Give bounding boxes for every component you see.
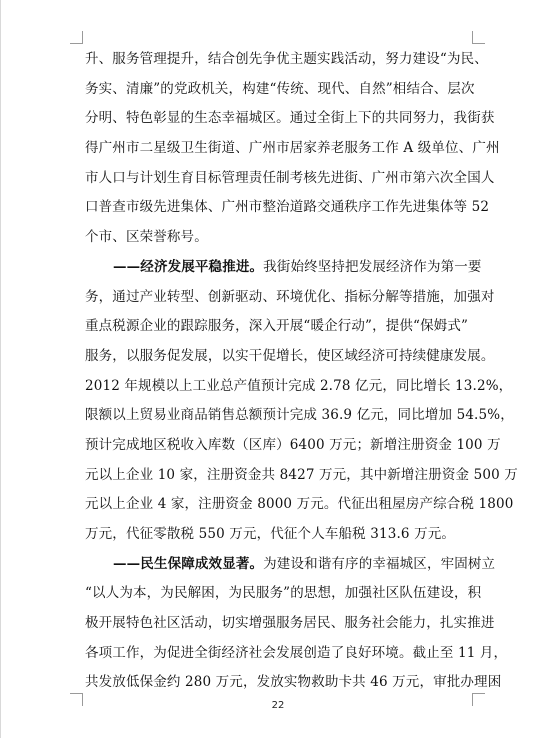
body-line: 预计完成地区税收入库数（区库）6400 万元；新增注册资金 100 万 bbox=[85, 436, 501, 453]
section-livelihood-heading: ——民生保障成效显著。 bbox=[113, 555, 264, 572]
section-livelihood-first-line bbox=[85, 550, 496, 580]
section-economy-first-line bbox=[85, 253, 482, 283]
body-line: 个市、区荣誉称号。 bbox=[85, 229, 208, 246]
body-line: 共发放低保金约 280 万元，发放实物救助卡共 46 万元，审批办理困 bbox=[85, 674, 502, 691]
body-line: 极开展特色社区活动，切实增强服务居民、服务社会能力，扎实推进 bbox=[85, 615, 495, 632]
body-line: 口普查市级先进集体、广州市整治道路交通秩序工作先进集体等 52 bbox=[85, 199, 490, 216]
body-line: 元以上企业 4 家，注册资金 8000 万元。代征出租屋房产综合税 1800 bbox=[85, 496, 514, 513]
page-number: 22 bbox=[271, 700, 285, 711]
body-line: “以人为本，为民解困，为民服务”的思想，加强社区队伍建设，积 bbox=[85, 585, 482, 602]
body-line: 限额以上贸易业商品销售总额预计完成 36.9 亿元，同比增加 54.5%， bbox=[85, 407, 514, 424]
body-line: 重点税源企业的跟踪服务，深入开展“暖企行动”，提供“保姆式” bbox=[85, 318, 469, 335]
body-line: 务，通过产业转型、创新驱动、环境优化、指标分解等措施，加强对 bbox=[85, 288, 495, 305]
margin-mark-top-right bbox=[472, 31, 485, 44]
section-livelihood-text: 为建设和谐有序的幸福城区，牢固树立 bbox=[263, 555, 496, 572]
body-line: 务实、清廉”的党政机关，构建“传统、现代、自然”相结合、层次 bbox=[85, 80, 475, 97]
section-economy-heading: ——经济发展平稳推进。 bbox=[113, 258, 264, 275]
margin-mark-top-left bbox=[70, 31, 83, 44]
body-line: 得广州市二星级卫生街道、广州市居家养老服务工作 A 级单位、广州 bbox=[85, 140, 500, 157]
body-line: 分明、特色彰显的生态幸福城区。通过全街上下的共同努力，我街获 bbox=[85, 110, 495, 127]
section-economy-text: 我街始终坚持把发展经济作为第一要 bbox=[263, 258, 482, 275]
body-line: 2012 年规模以上工业总产值预计完成 2.78 亿元，同比增长 13.2%， bbox=[85, 377, 513, 394]
body-line: 升、服务管理提升，结合创先争优主题实践活动，努力建设“为民、 bbox=[85, 51, 488, 67]
body-line: 万元，代征零散税 550 万元，代征个人车船税 313.6 万元。 bbox=[85, 526, 456, 542]
body-line: 服务，以服务促发展，以实干促增长，使区域经济可持续健康发展。 bbox=[85, 347, 495, 364]
body-line: 各项工作，为促进全街经济社会发展创造了良好环境。截止至 11 月， bbox=[85, 644, 508, 661]
document-body bbox=[85, 45, 518, 698]
body-line: 市人口与计划生育目标管理责任制考核先进街、广州市第六次全国人 bbox=[85, 169, 495, 186]
body-line: 元以上企业 10 家，注册资金共 8427 万元，其中新增注册资金 500 万 bbox=[85, 466, 518, 483]
